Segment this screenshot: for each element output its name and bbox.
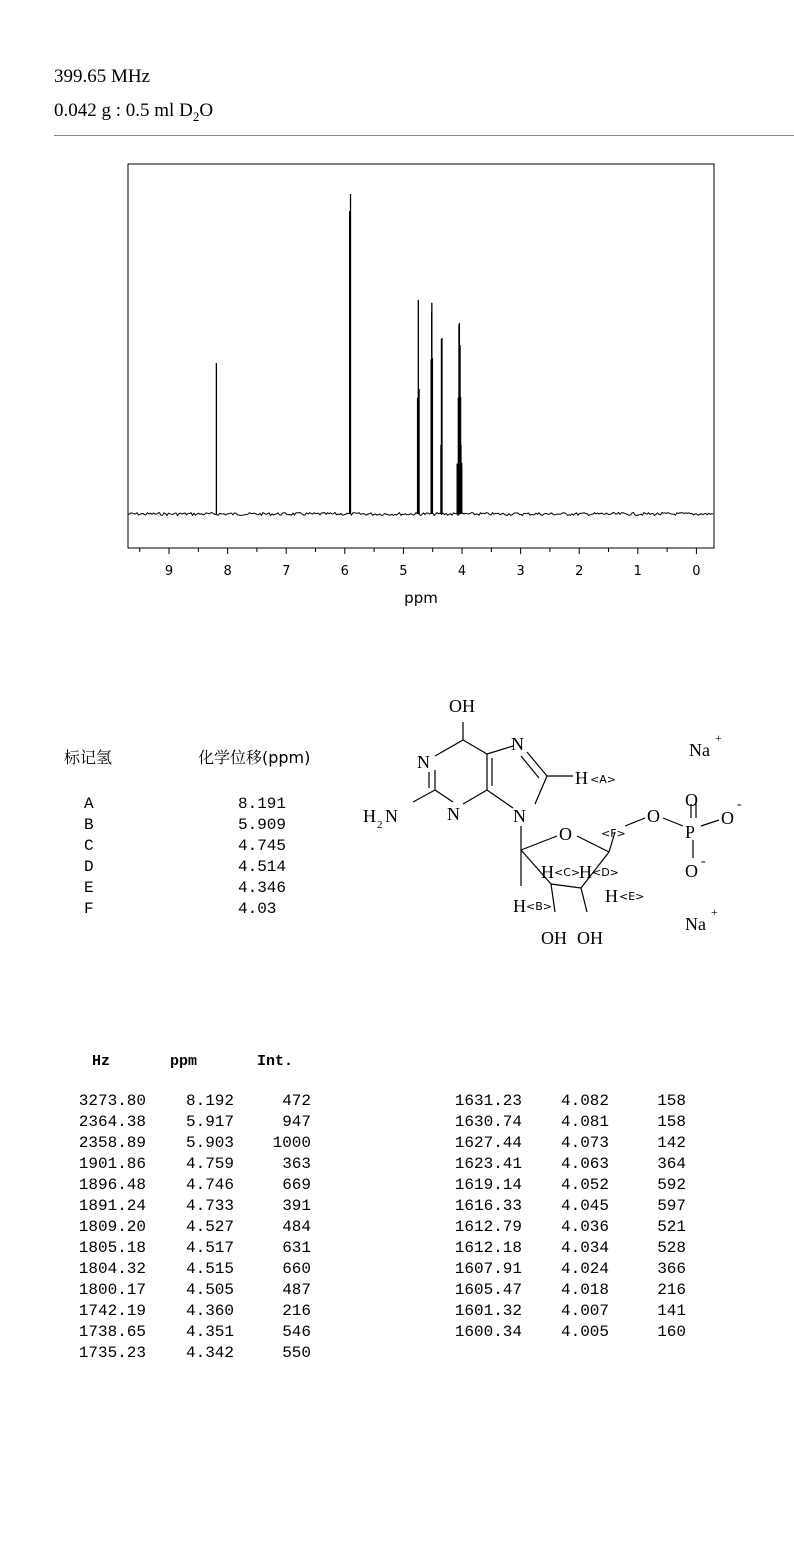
peak-intensity: 1000: [272, 1134, 311, 1152]
peak-hz: 1612.18: [454, 1239, 522, 1257]
sample-subscript: 2: [192, 108, 200, 124]
p-o-right-minus: -: [737, 797, 742, 812]
peak-hz: 1630.74: [454, 1113, 522, 1131]
p-o-bottom-label: O: [685, 861, 698, 881]
ester-o-label: O: [647, 806, 660, 826]
peak-hz: 1631.23: [454, 1092, 522, 1110]
h-b-tag: <B>: [526, 900, 552, 913]
peak-hz: 2364.38: [78, 1113, 146, 1131]
peak-hz: 1623.41: [454, 1155, 522, 1173]
peak-ppm: 4.517: [185, 1239, 234, 1257]
peak-intensity: 550: [282, 1344, 311, 1362]
x-tick-label: 0: [692, 564, 701, 579]
assignment-chemical-shift: 4.745: [238, 837, 287, 855]
sample-prefix: 0.042 g : 0.5 ml D: [54, 100, 193, 121]
peak-hz: 3273.80: [78, 1092, 146, 1110]
n9-label: N: [513, 806, 526, 826]
assignment-hydrogen-label: E: [84, 879, 94, 897]
peak-ppm: 4.018: [560, 1281, 609, 1299]
h-d-label: H: [579, 862, 592, 882]
assignment-hydrogen-label: B: [84, 816, 94, 834]
n3-label: N: [447, 804, 460, 824]
molecule-structure: [355, 680, 775, 960]
peak-header-hz: Hz: [92, 1053, 111, 1070]
peak-ppm: 4.360: [185, 1302, 234, 1320]
sodium-bottom-label: Na: [685, 914, 706, 934]
peak-intensity: 158: [657, 1113, 686, 1131]
h-f-tag: <F>: [601, 827, 626, 840]
peak-ppm: 4.759: [185, 1155, 234, 1173]
amine-subscript: 2: [377, 819, 383, 831]
peak-hz: 1605.47: [454, 1281, 522, 1299]
sample-suffix: O: [199, 100, 214, 121]
peak-hz: 1896.48: [78, 1176, 146, 1194]
peak-header-int: Int.: [257, 1053, 294, 1070]
h-a-tag: <A>: [590, 773, 616, 786]
peak-intensity: 141: [657, 1302, 686, 1320]
assignment-chemical-shift: 4.03: [238, 900, 277, 918]
p-o-top-label: O: [685, 790, 698, 810]
x-tick-label: 8: [223, 564, 232, 579]
assignment-hydrogen-label: A: [84, 795, 94, 813]
peak-ppm: 4.052: [560, 1176, 609, 1194]
peak-hz: 1742.19: [78, 1302, 146, 1320]
oh-right-label: OH: [577, 928, 603, 948]
ring-o-label: O: [559, 824, 572, 844]
h-e-label: H: [605, 886, 618, 906]
peak-hz: 2358.89: [78, 1134, 146, 1152]
peak-ppm: 4.073: [560, 1134, 609, 1152]
x-tick-label: 4: [457, 564, 467, 579]
peak-ppm: 4.527: [185, 1218, 234, 1236]
peak-ppm: 4.024: [560, 1260, 609, 1278]
assignment-header-label: 标记氢: [64, 748, 113, 767]
peak-intensity: 158: [657, 1092, 686, 1110]
peak-intensity: 391: [282, 1197, 311, 1215]
peak-intensity: 528: [657, 1239, 686, 1257]
header-divider: [54, 135, 794, 136]
peak-hz: 1901.86: [78, 1155, 146, 1173]
peak-intensity: 364: [657, 1155, 686, 1173]
assignment-hydrogen-label: C: [84, 837, 94, 855]
peak-hz: 1600.34: [454, 1323, 522, 1341]
phosphorus-label: P: [685, 822, 696, 842]
peak-intensity: 660: [282, 1260, 311, 1278]
x-axis-label: ppm: [404, 589, 438, 607]
sodium-top-label: Na: [689, 740, 710, 760]
h-e-tag: <E>: [619, 890, 645, 903]
peak-hz: 1601.32: [454, 1302, 522, 1320]
peak-hz: 1735.23: [78, 1344, 146, 1362]
peak-ppm: 4.515: [185, 1260, 234, 1278]
peak-intensity: 669: [282, 1176, 311, 1194]
nmr-spectrum-chart: [0, 150, 794, 620]
oh-left-label: OH: [541, 928, 567, 948]
peak-hz: 1627.44: [454, 1134, 522, 1152]
p-o-bottom-minus: -: [701, 854, 706, 869]
x-axis-ticks: [140, 548, 697, 554]
peak-intensity: 546: [282, 1323, 311, 1341]
peak-intensity: 160: [657, 1323, 686, 1341]
oh-top-label: OH: [449, 696, 475, 716]
peak-ppm: 5.917: [185, 1113, 234, 1131]
peak-ppm: 4.733: [185, 1197, 234, 1215]
peak-intensity: 216: [282, 1302, 311, 1320]
sample-description: [54, 100, 213, 125]
peak-intensity: 487: [282, 1281, 311, 1299]
assignment-header-shift: 化学位移(ppm): [198, 748, 311, 767]
peak-intensity: 472: [282, 1092, 311, 1110]
peak-hz: 1800.17: [78, 1281, 146, 1299]
n7-label: N: [511, 734, 524, 754]
h-d-tag: <D>: [592, 866, 619, 879]
peak-intensity: 631: [282, 1239, 311, 1257]
x-axis-tick-labels: [165, 564, 701, 579]
sodium-bottom-charge: +: [711, 905, 718, 919]
assignment-hydrogen-label: F: [84, 900, 94, 918]
peak-hz: 1738.65: [78, 1323, 146, 1341]
peak-ppm: 4.082: [560, 1092, 609, 1110]
h-c-tag: <C>: [554, 866, 581, 879]
peak-intensity: 366: [657, 1260, 686, 1278]
x-tick-label: 7: [282, 564, 291, 579]
peak-hz: 1809.20: [78, 1218, 146, 1236]
assignment-chemical-shift: 5.909: [238, 816, 287, 834]
peak-intensity: 363: [282, 1155, 311, 1173]
assignment-chemical-shift: 4.514: [238, 858, 287, 876]
x-tick-label: 6: [340, 564, 349, 579]
h-c-label: H: [541, 862, 554, 882]
peak-ppm: 4.034: [560, 1239, 609, 1257]
peak-ppm: 5.903: [185, 1134, 234, 1152]
amine-h-label: H: [363, 806, 376, 826]
peak-hz: 1619.14: [454, 1176, 522, 1194]
peak-ppm: 8.192: [185, 1092, 234, 1110]
peak-ppm: 4.746: [185, 1176, 234, 1194]
spectrometer-frequency: 399.65 MHz: [54, 66, 151, 87]
peak-intensity: 947: [282, 1113, 311, 1131]
peak-hz: 1805.18: [78, 1239, 146, 1257]
h-a-label: H: [575, 768, 588, 788]
assignment-hydrogen-label: D: [84, 858, 94, 876]
peak-hz: 1616.33: [454, 1197, 522, 1215]
x-tick-label: 5: [399, 564, 408, 579]
p-o-right-label: O: [721, 808, 734, 828]
x-tick-label: 9: [164, 564, 174, 579]
assignment-chemical-shift: 4.346: [238, 879, 287, 897]
spectrum-peaks: [216, 194, 461, 514]
peak-ppm: 4.081: [560, 1113, 609, 1131]
peak-ppm: 4.036: [560, 1218, 609, 1236]
structure-atoms: [363, 696, 742, 948]
peak-hz: 1804.32: [78, 1260, 146, 1278]
x-tick-label: 1: [633, 564, 642, 579]
peak-ppm: 4.342: [185, 1344, 234, 1362]
peak-intensity: 521: [657, 1218, 686, 1236]
peak-intensity: 592: [657, 1176, 686, 1194]
x-tick-label: 2: [575, 564, 584, 579]
peak-ppm: 4.351: [185, 1323, 234, 1341]
amine-n-label: N: [385, 806, 398, 826]
peak-hz: 1891.24: [78, 1197, 146, 1215]
peak-ppm: 4.005: [560, 1323, 609, 1341]
peak-intensity: 597: [657, 1197, 686, 1215]
peak-ppm: 4.007: [560, 1302, 609, 1320]
h-b-label: H: [513, 896, 526, 916]
peak-ppm: 4.505: [185, 1281, 234, 1299]
n1-label: N: [417, 752, 430, 772]
peak-header-ppm: ppm: [170, 1053, 198, 1070]
peak-intensity: 142: [657, 1134, 686, 1152]
sodium-top-charge: +: [715, 731, 722, 745]
peak-ppm: 4.045: [560, 1197, 609, 1215]
x-tick-label: 3: [516, 564, 525, 579]
peak-hz: 1612.79: [454, 1218, 522, 1236]
peak-intensity: 216: [657, 1281, 686, 1299]
peak-intensity: 484: [282, 1218, 311, 1236]
peak-ppm: 4.063: [560, 1155, 609, 1173]
assignment-chemical-shift: 8.191: [238, 795, 287, 813]
peak-hz: 1607.91: [454, 1260, 522, 1278]
